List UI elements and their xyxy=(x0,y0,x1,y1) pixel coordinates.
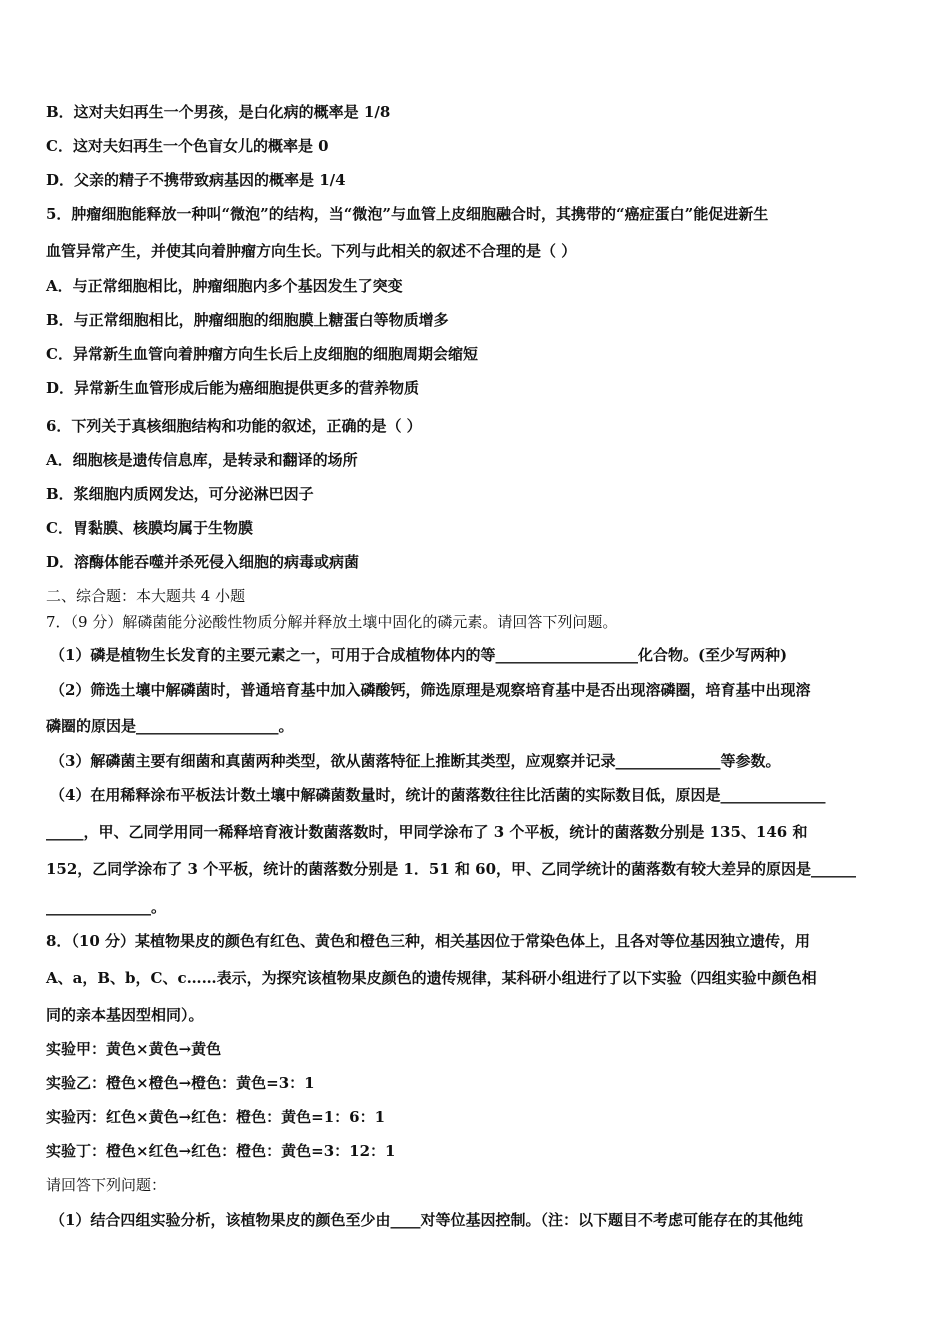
question-5-option-a: A．与正常细胞相比，肿瘤细胞内多个基因发生了突变 xyxy=(46,277,403,295)
experiment-c: 实验丙：红色×黄色→红色：橙色：黄色=1：6：1 xyxy=(46,1108,386,1126)
question-7-part-4-line-2: _____，甲、乙同学用同一稀释培育液计数菌落数时，甲同学涂布了 3 个平板，统计的菌落数分别是 135、146 和 xyxy=(46,823,808,841)
option-c-line: C．这对夫妇再生一个色盲女儿的概率是 0 xyxy=(46,137,329,155)
question-6-option-d: D．溶酶体能吞噬并杀死侵入细胞的病毒或病菌 xyxy=(46,553,360,571)
question-7-stem: 7．（9 分）解磷菌能分泌酸性物质分解并释放土壤中固化的磷元素。请回答下列问题。 xyxy=(46,613,618,631)
question-8-line-3: 同的亲本基因型相同）。 xyxy=(46,1006,204,1024)
question-5-option-c: C．异常新生血管向着肿瘤方向生长后上皮细胞的细胞周期会缩短 xyxy=(46,345,478,363)
experiment-d: 实验丁：橙色×红色→红色：橙色：黄色=3：12：1 xyxy=(46,1142,396,1160)
question-8-part-1: （1）结合四组实验分析，该植物果皮的颜色至少由____对等位基因控制。（注：以下题目不考虑可能存在的其他纯 xyxy=(50,1211,803,1229)
question-7-part-4-line-3: 152，乙同学涂布了 3 个平板，统计的菌落数分别是 1．51 和 60，甲、乙同学统计的菌落数有较大差异的原因是______ xyxy=(46,860,857,878)
question-7-part-4-line-4: ______________。 xyxy=(46,898,167,916)
question-8-line-2: A、a，B、b，C、c……表示，为探究该植物果皮颜色的遗传规律，某科研小组进行了以下实验（四组实验中颜色相 xyxy=(46,969,817,987)
experiment-b: 实验乙：橙色×橙色→橙色：黄色=3：1 xyxy=(46,1074,315,1092)
question-6-option-c: C．胃黏膜、核膜均属于生物膜 xyxy=(46,519,253,537)
question-7-part-4-line-1: （4）在用稀释涂布平板法计数土壤中解磷菌数量时，统计的菌落数往往比活菌的实际数目低，原因是______________ xyxy=(50,786,826,804)
question-7-part-2-line-2: 磷圈的原因是___________________。 xyxy=(46,717,294,735)
section-heading: 二、综合题：本大题共 4 小题 xyxy=(46,587,246,605)
question-8-line-1: 8．（10 分）某植物果皮的颜色有红色、黄色和橙色三种，相关基因位于常染色体上，且各对等位基因独立遗传，用 xyxy=(46,932,811,950)
question-6-option-a: A．细胞核是遗传信息库，是转录和翻译的场所 xyxy=(46,451,358,469)
question-7-part-3: （3）解磷菌主要有细菌和真菌两种类型，欲从菌落特征上推断其类型，应观察并记录______________等参数。 xyxy=(50,752,781,770)
experiment-a: 实验甲：黄色×黄色→黄色 xyxy=(46,1040,222,1058)
answer-prompt: 请回答下列问题： xyxy=(46,1176,167,1194)
question-5-option-d: D．异常新生血管形成后能为癌细胞提供更多的营养物质 xyxy=(46,379,420,397)
question-5-line-2: 血管异常产生，并使其向着肿瘤方向生长。下列与此相关的叙述不合理的是（ ） xyxy=(46,242,577,260)
question-7-part-1: （1）磷是植物生长发育的主要元素之一，可用于合成植物体内的等___________________化合物。(至少写两种) xyxy=(50,646,788,664)
question-5-option-b: B．与正常细胞相比，肿瘤细胞的细胞膜上糖蛋白等物质增多 xyxy=(46,311,449,329)
question-7-part-2-line-1: （2）筛选土壤中解磷菌时，普通培育基中加入磷酸钙，筛选原理是观察培育基中是否出现溶磷圈，培育基中出现溶 xyxy=(50,681,811,699)
question-6-stem: 6．下列关于真核细胞结构和功能的叙述，正确的是（ ） xyxy=(46,417,422,435)
question-6-option-b: B．浆细胞内质网发达，可分泌淋巴因子 xyxy=(46,485,314,503)
option-d-line: D．父亲的精子不携带致病基因的概率是 1/4 xyxy=(46,171,346,189)
question-5-line-1: 5．肿瘤细胞能释放一种叫“微泡”的结构，当“微泡”与血管上皮细胞融合时，其携带的“癌症蛋白”能促进新生 xyxy=(46,205,769,223)
option-b-line: B．这对夫妇再生一个男孩，是白化病的概率是 1/8 xyxy=(46,103,391,121)
